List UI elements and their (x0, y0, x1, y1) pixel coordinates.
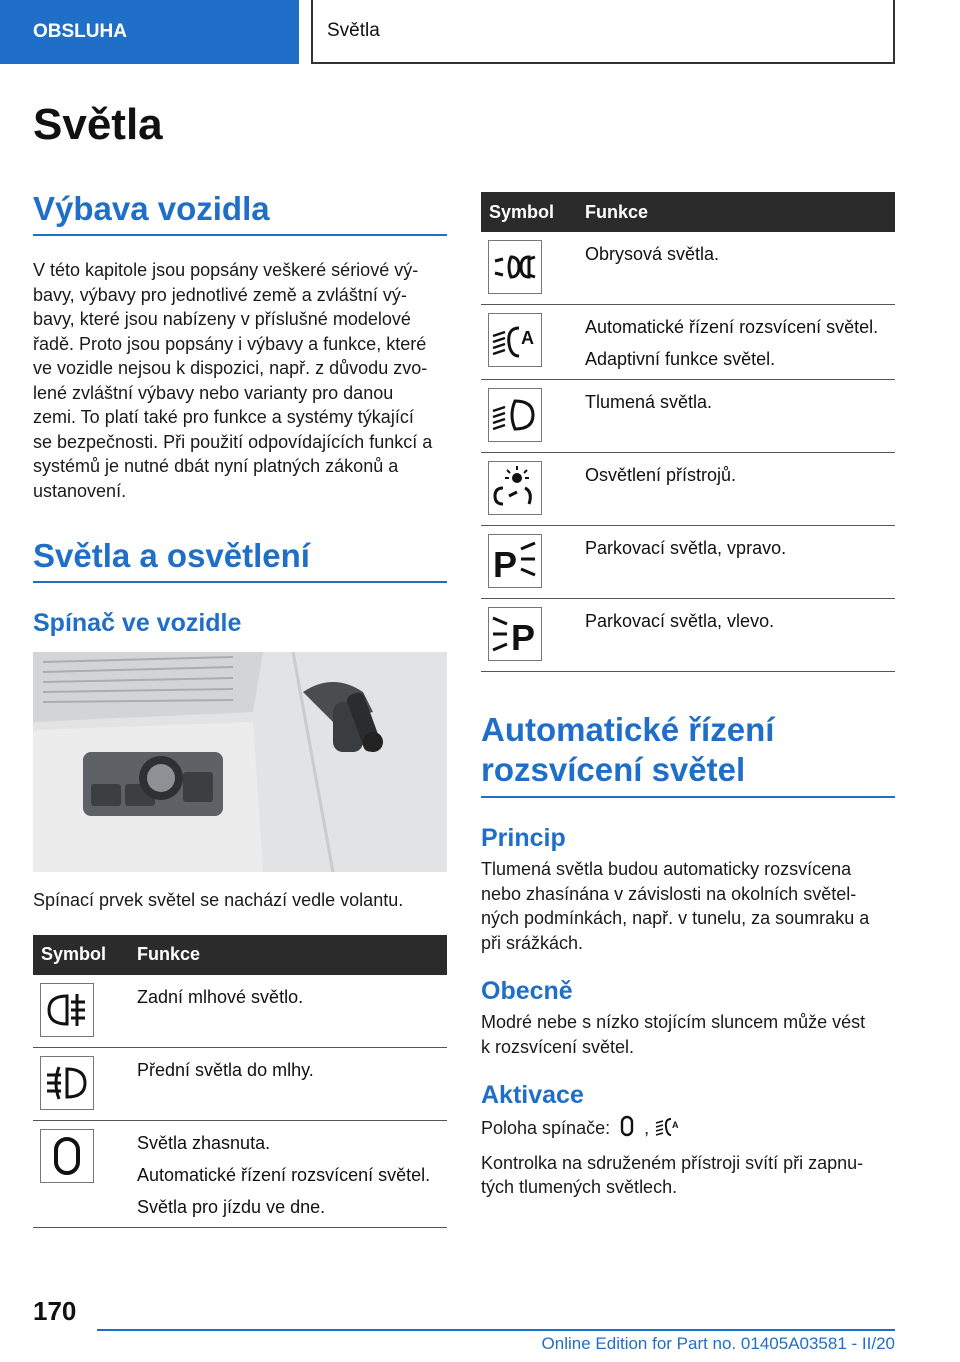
principle-paragraph: Tlumená světla budou automaticky rozsvícena nebo zhasínána v závislosti na okolních světel- ných podmínkách, např. v tunelu, za soumraku a při srážkách. (481, 859, 870, 953)
general-paragraph: Modré nebe s nízko stojícím sluncem může vést k rozsvícení světel. (481, 1012, 866, 1057)
heading-lights: Světla a osvětlení (33, 537, 447, 583)
table-row: Osvětlení přístrojů. (481, 453, 895, 526)
heading-principle: Princip (481, 824, 566, 852)
auto-headlight-icon (488, 313, 542, 367)
section-tab: OBSLUHA (0, 0, 299, 64)
symbol-table-left (33, 935, 447, 1228)
switch-position-auto-icon (654, 1114, 682, 1145)
chapter-title: Světla (311, 0, 895, 64)
heading-activation: Aktivace (481, 1081, 584, 1109)
edition-link[interactable]: Online Edition for Part no. 01405A03581 - II/20 (541, 1334, 895, 1353)
right-column (481, 192, 895, 1200)
table-row: P Parkovací světla, vpravo. (481, 526, 895, 599)
table-row: Světla zhasnuta. Automatické řízení rozsvícení světel. Světla pro jízdu ve dne. (33, 1120, 447, 1227)
equipment-paragraph: V této kapitole jsou popsány veškeré sériové vý- bavy, výbavy pro jednotlivé země a zvláštní vý- bavy, které jsou nabízeny v příslušné modelové řadě. Proto jsou popsány i výbavy a funkce, které ve vozidle nejsou k dispozici, např. z důvodu zvo- lené zvláštní výbavy nebo varianty pro danou zemi. To platí také pro funkce a systémy týkající se bezpečnosti. Při použití odpovídajících funkcí a systémů je nutné dbát nyní platných zákonů a ustanovení. (33, 260, 433, 501)
symbol-table-right (481, 192, 895, 672)
heading-switch: Spínač ve vozidle (33, 609, 242, 637)
page-number: 170 (33, 1296, 77, 1326)
table-row: Zadní mlhové světlo. (33, 975, 447, 1048)
page-title: Světla (33, 100, 163, 149)
switch-position-line: Poloha spínače: , A (481, 1114, 895, 1145)
table-row: Tlumená světla. (481, 380, 895, 453)
column-header-function: Funkce (137, 935, 447, 975)
svg-text:A: A (521, 328, 534, 348)
table-header (33, 935, 447, 975)
parking-light-right-icon (488, 534, 542, 588)
column-header-symbol: Symbol (33, 935, 137, 975)
table-header (481, 192, 895, 232)
lights-off-zero-icon (40, 1129, 94, 1183)
table-row: Přední světla do mlhy. (33, 1047, 447, 1120)
heading-equipment: Výbava vozidla (33, 190, 447, 236)
table-row: A Automatické řízení rozsvícení světel. Adaptivní funkce světel. (481, 305, 895, 380)
svg-text:P: P (511, 617, 536, 658)
page-header (0, 0, 960, 66)
activation-paragraph: Kontrolka na sdruženém přístroji svítí při zapnu- tých tlumených světlech. (481, 1152, 864, 1197)
side-lights-icon (488, 240, 542, 294)
svg-text:P: P (493, 544, 518, 585)
photo-caption: Spínací prvek světel se nachází vedle volantu. (33, 890, 404, 910)
column-header-function: Funkce (585, 192, 895, 232)
heading-auto-lights: Automatické řízení rozsvícení světel (481, 710, 895, 798)
svg-text:A: A (672, 1120, 679, 1130)
table-row: P Parkovací světla, vlevo. (481, 599, 895, 672)
light-switch-photo (33, 652, 447, 872)
heading-general: Obecně (481, 977, 573, 1005)
left-column (33, 190, 447, 1228)
rear-fog-light-icon (40, 983, 94, 1037)
footer-divider (97, 1329, 895, 1331)
switch-position-zero-icon (615, 1114, 639, 1145)
column-header-symbol: Symbol (481, 192, 585, 232)
low-beam-icon (488, 388, 542, 442)
instrument-lighting-icon (488, 461, 542, 515)
table-row: Obrysová světla. (481, 232, 895, 305)
front-fog-light-icon (40, 1056, 94, 1110)
parking-light-left-icon (488, 607, 542, 661)
